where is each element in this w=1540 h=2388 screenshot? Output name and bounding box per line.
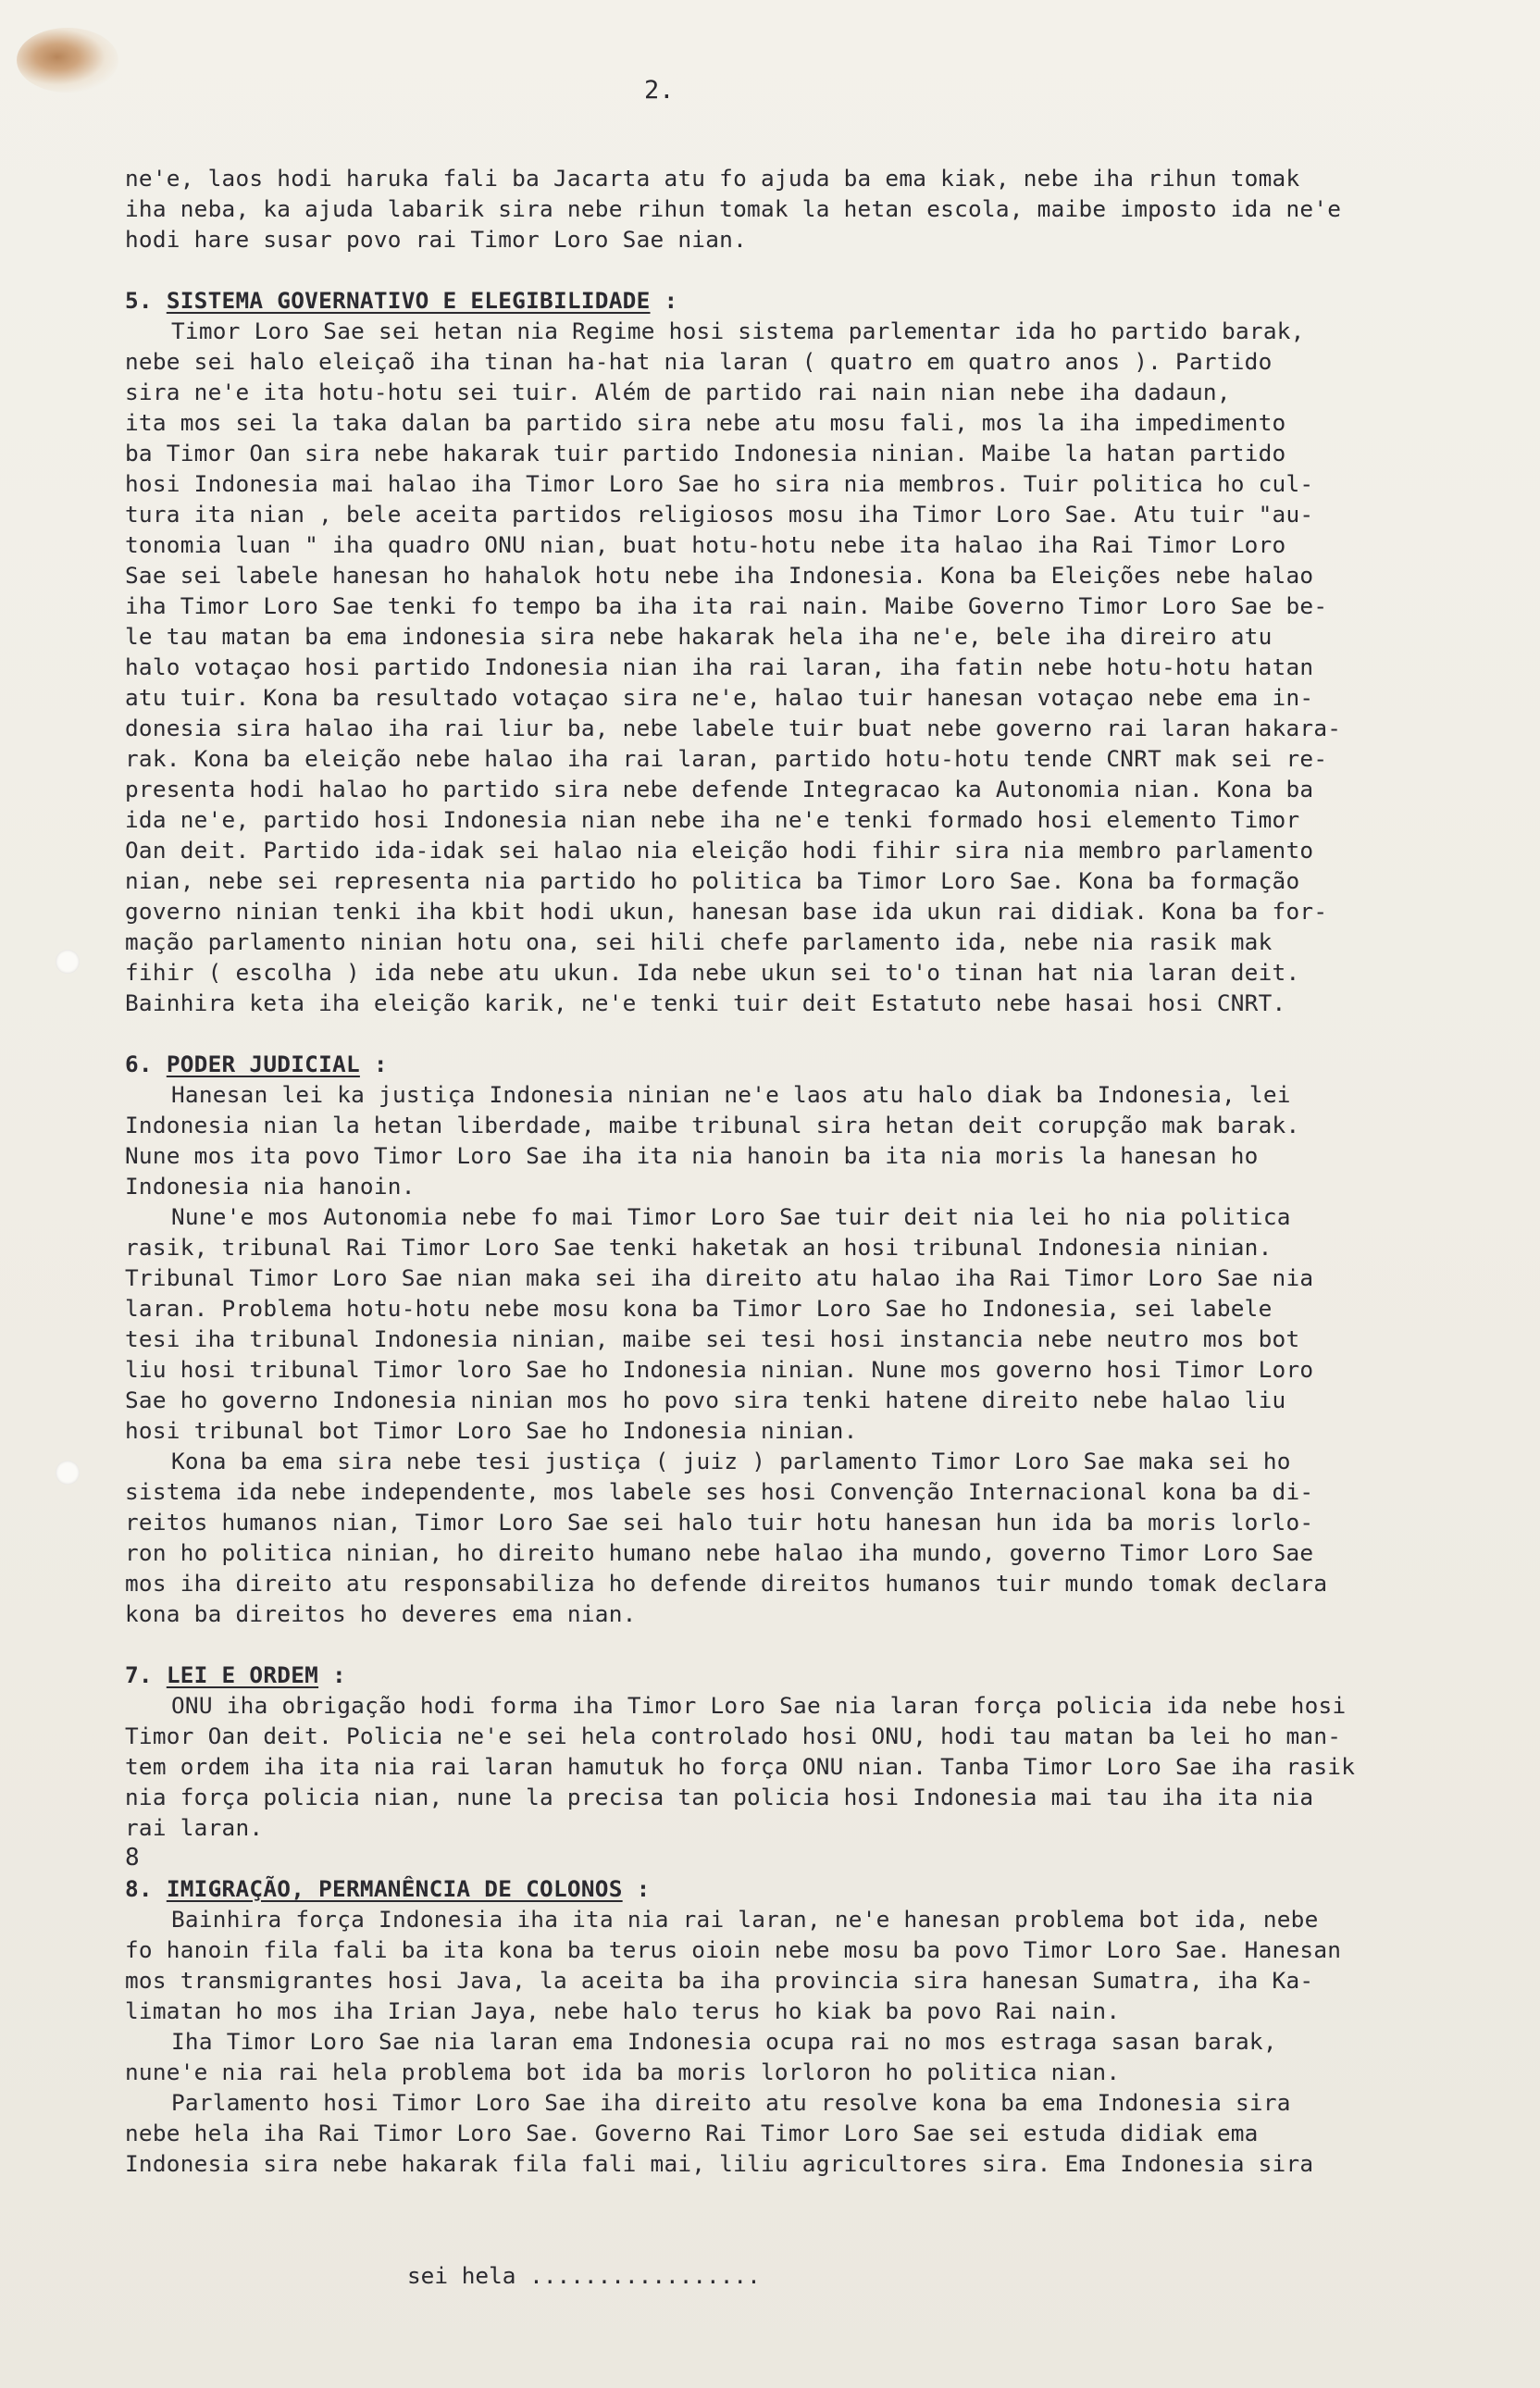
text-line: ron ho politica ninian, ho direito humano nebe halao iha mundo, governo Timor Loro Sae [125, 1539, 1314, 1566]
text-line: Oan deit. Partido ida-idak sei halao nia eleição hodi fihir sira nia membro parlamento [125, 837, 1314, 864]
text-line: iha Timor Loro Sae tenki fo tempo ba iha ita rai nain. Maibe Governo Timor Loro Sae be- [125, 592, 1328, 619]
text-line: laran. Problema hotu-hotu nebe mosu kona ba Timor Loro Sae ho Indonesia, sei labele [125, 1295, 1273, 1322]
text-line: tura ita nian , bele aceita partidos religiosos mosu iha Timor Loro Sae. Atu tuir "au- [125, 501, 1314, 528]
text-line: Timor Loro Sae sei hetan nia Regime hosi sistema parlementar ida ho partido barak, [171, 317, 1305, 344]
text-line: atu tuir. Kona ba resultado votaçao sira ne'e, halao tuir hanesan votaçao nebe ema in- [125, 684, 1314, 711]
paragraph-gap [125, 1018, 1495, 1049]
text-line: ba Timor Oan sira nebe hakarak tuir partido Indonesia ninian. Maibe la hatan partido [125, 440, 1286, 466]
text-line: rai laran. [125, 1814, 264, 1841]
text-line: tesi iha tribunal Indonesia ninian, maibe sei tesi hosi instancia nebe neutro mos bot [125, 1325, 1300, 1352]
text-line: mos iha direito atu responsabiliza ho defende direitos humanos tuir mundo tomak declara [125, 1570, 1328, 1597]
text-line: Sae ho governo Indonesia ninian mos ho povo sira tenki hatene direito nebe halao liu [125, 1387, 1286, 1413]
text-line: nebe sei halo eleiçaõ iha tinan ha-hat nia laran ( quatro em quatro anos ). Partido [125, 348, 1273, 375]
section-title: IMIGRAÇÃO, PERMANÊNCIA DE COLONOS [166, 1875, 623, 1902]
text-line: halo votaçao hosi partido Indonesia nian iha rai laran, iha fatin nebe hotu-hotu hatan [125, 653, 1314, 680]
text-line: kona ba direitos ho deveres ema nian. [125, 1600, 637, 1627]
text-line: donesia sira halao iha rai liur ba, nebe labele tuir buat nebe governo rai laran hakara- [125, 715, 1342, 741]
section-number: 5. [125, 287, 153, 314]
text-line: Iha Timor Loro Sae nia laran ema Indonesia ocupa rai no mos estraga sasan barak, [171, 2028, 1277, 2055]
text-line: fihir ( escolha ) ida nebe atu ukun. Ida nebe ukun sei to'o tinan hat nia laran deit. [125, 959, 1300, 986]
text-line: Hanesan lei ka justiça Indonesia ninian ne'e laos atu halo diak ba Indonesia, lei [171, 1081, 1291, 1108]
text-line: nebe hela iha Rai Timor Loro Sae. Governo Rai Timor Loro Sae sei estuda didiak ema [125, 2120, 1259, 2146]
text-line: Tribunal Timor Loro Sae nian maka sei iha direito atu halao iha Rai Timor Loro Sae nia [125, 1264, 1314, 1291]
section-heading [125, 285, 1495, 316]
continuation-footer: sei hela ................. [407, 2262, 761, 2289]
rust-stain [17, 28, 118, 93]
text-line: sistema ida nebe independente, mos labele ses hosi Convenção Internacional kona ba di- [125, 1478, 1314, 1505]
text-line: reitos humanos nian, Timor Loro Sae sei halo tuir hotu hanesan hun ida ba moris lorlo- [125, 1509, 1314, 1536]
section-number: 8. [125, 1875, 153, 1902]
text-line: Bainhira força Indonesia iha ita nia rai laran, ne'e hanesan problema bot ida, nebe [171, 1906, 1319, 1933]
section-number: 7. [125, 1661, 153, 1688]
section-title: LEI E ORDEM [166, 1661, 319, 1688]
section-colon: : [650, 287, 678, 314]
text-line: Nune'e mos Autonomia nebe fo mai Timor Loro Sae tuir deit nia lei ho nia politica [171, 1203, 1291, 1230]
section-colon: : [622, 1875, 651, 1902]
section-number: 6. [125, 1051, 153, 1077]
section-heading [125, 1049, 1495, 1079]
text-line: hosi tribunal bot Timor Loro Sae ho Indonesia ninian. [125, 1417, 858, 1444]
text-line: tonomia luan " iha quadro ONU nian, buat hotu-hotu nebe ita halao iha Rai Timor Loro [125, 531, 1286, 558]
paragraph-gap [125, 255, 1495, 285]
text-line: mos transmigrantes hosi Java, la aceita ba iha provincia sira hanesan Sumatra, iha Ka- [125, 1967, 1314, 1994]
text-line: Bainhira keta iha eleição karik, ne'e tenki tuir deit Estatuto nebe hasai hosi CNRT. [125, 989, 1286, 1016]
document-body [125, 163, 1495, 2179]
section-title: PODER JUDICIAL [166, 1051, 360, 1077]
text-line: sira ne'e ita hotu-hotu sei tuir. Além de partido rai nain nian nebe iha dadaun, [125, 379, 1231, 405]
text-line: nian, nebe sei representa nia partido ho politica ba Timor Loro Sae. Kona ba formação [125, 867, 1300, 894]
section-heading [125, 1873, 1495, 1904]
text-line: rasik, tribunal Rai Timor Loro Sae tenki haketak an hosi tribunal Indonesia ninian. [125, 1234, 1273, 1261]
section-colon: : [359, 1051, 388, 1077]
text-line: Indonesia nian la hetan liberdade, maibe tribunal sira hetan deit corupção mak barak. [125, 1112, 1300, 1138]
text-line: limatan ho mos iha Irian Jaya, nebe halo terus ho kiak ba povo Rai nain. [125, 1997, 1121, 2024]
text-line: hodi hare susar povo rai Timor Loro Sae nian. [125, 226, 748, 253]
page-number: 2. [644, 76, 675, 105]
text-line: governo ninian tenki iha kbit hodi ukun, hanesan base ida ukun rai didiak. Kona ba for- [125, 898, 1328, 925]
section-heading [125, 1660, 1495, 1690]
text-line: presenta hodi halao ho partido sira nebe defende Integracao ka Autonomia nian. Kona ba [125, 776, 1314, 802]
text-line: ida ne'e, partido hosi Indonesia nian nebe iha ne'e tenki formado hosi elemento Timor [125, 806, 1300, 833]
text-line: ita mos sei la taka dalan ba partido sira nebe atu mosu fali, mos la iha impedimento [125, 409, 1286, 436]
text-line: Indonesia sira nebe hakarak fila fali mai, liliu agricultores sira. Ema Indonesia sira [125, 2150, 1314, 2177]
text-line: ne'e, laos hodi haruka fali ba Jacarta atu fo ajuda ba ema kiak, nebe iha rihun tomak [125, 165, 1300, 192]
section-colon: : [318, 1661, 346, 1688]
text-line: hosi Indonesia mai halao iha Timor Loro Sae ho sira nia membros. Tuir politica ho cul- [125, 470, 1314, 497]
text-line: Kona ba ema sira nebe tesi justiça ( juiz ) parlamento Timor Loro Sae maka sei ho [171, 1448, 1291, 1474]
text-line: mação parlamento ninian hotu ona, sei hili chefe parlamento ida, nebe nia rasik mak [125, 928, 1273, 955]
text-line: rak. Kona ba eleição nebe halao iha rai laran, partido hotu-hotu tende CNRT mak sei re- [125, 745, 1328, 772]
section-title: SISTEMA GOVERNATIVO E ELEGIBILIDADE [166, 287, 651, 314]
text-line: tem ordem iha ita nia rai laran hamutuk ho força ONU nian. Tanba Timor Loro Sae iha rasik [125, 1753, 1356, 1780]
text-line: liu hosi tribunal Timor loro Sae ho Indonesia ninian. Nune mos governo hosi Timor Loro [125, 1356, 1314, 1383]
text-line: fo hanoin fila fali ba ita kona ba terus oioin nebe mosu ba povo Timor Loro Sae. Hanesan [125, 1936, 1342, 1963]
text-line: Indonesia nia hanoin. [125, 1173, 416, 1200]
paragraph-gap [125, 1629, 1495, 1660]
text-line: Nune mos ita povo Timor Loro Sae iha ita nia hanoin ba ita nia moris la hanesan ho [125, 1142, 1259, 1169]
text-line: nune'e nia rai hela problema bot ida ba moris lorloron ho politica nian. [125, 2058, 1121, 2085]
text-line: iha neba, ka ajuda labarik sira nebe rihun tomak la hetan escola, maibe imposto ida ne'e [125, 195, 1342, 222]
punch-hole [56, 950, 80, 974]
stray-mark: 8 [125, 1844, 140, 1872]
text-line: le tau matan ba ema indonesia sira nebe hakarak hela iha ne'e, bele iha direiro atu [125, 623, 1273, 650]
punch-hole [56, 1461, 80, 1485]
text-line: Sae sei labele hanesan ho hahalok hotu nebe iha Indonesia. Kona ba Eleições nebe halao [125, 562, 1314, 589]
text-line: Timor Oan deit. Policia ne'e sei hela controlado hosi ONU, hodi tau matan ba lei ho man- [125, 1723, 1342, 1749]
text-line: nia força policia nian, nune la precisa tan policia hosi Indonesia mai tau iha ita nia [125, 1784, 1314, 1810]
text-line: ONU iha obrigação hodi forma iha Timor Loro Sae nia laran força policia ida nebe hosi [171, 1692, 1347, 1719]
text-line: Parlamento hosi Timor Loro Sae iha direito atu resolve kona ba ema Indonesia sira [171, 2089, 1291, 2116]
